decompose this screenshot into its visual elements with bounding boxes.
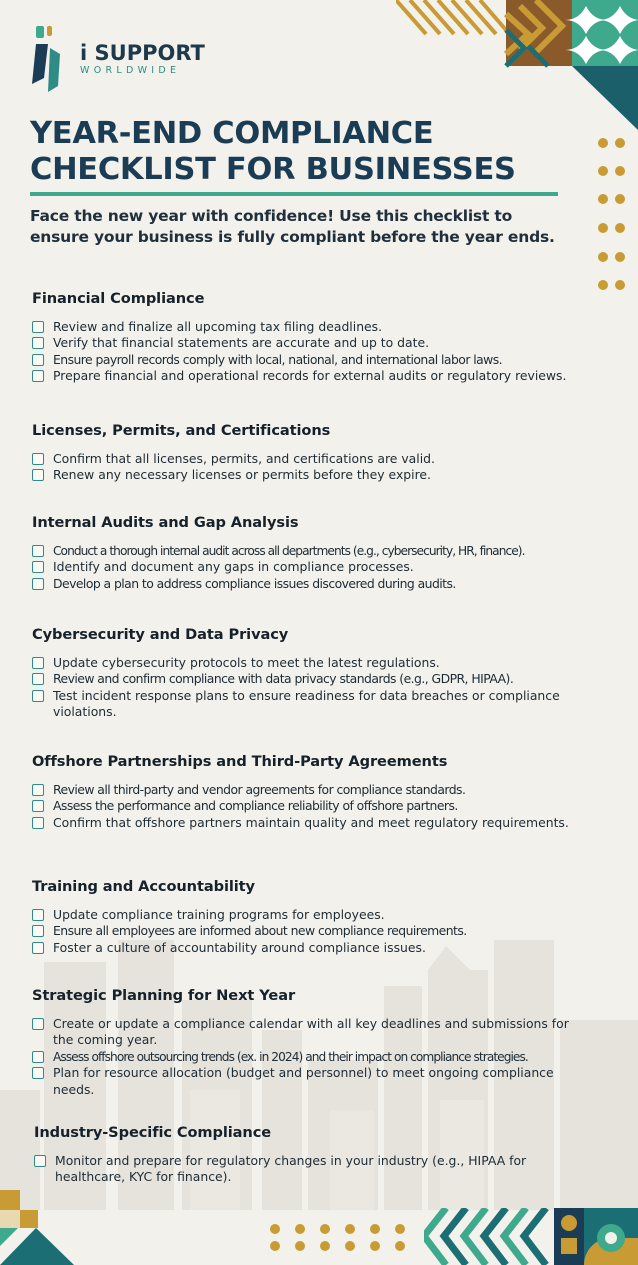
title-line-1: YEAR-END COMPLIANCE	[30, 116, 434, 151]
intro-text: Face the new year with confidence! Use this checklist to ensure your business is fully compliant before the year ends.	[30, 207, 555, 246]
checkbox[interactable]	[32, 545, 44, 557]
checklist	[34, 1153, 594, 1186]
checklist-item: Create or update a compliance calendar with all key deadlines and submissions for the coming year.	[32, 1016, 592, 1049]
title-underline	[30, 192, 558, 196]
checklist-item: Review and finalize all upcoming tax filing deadlines.	[32, 319, 592, 335]
checkbox[interactable]	[32, 784, 44, 796]
section-industry-specific	[34, 1124, 594, 1186]
checkbox[interactable]	[32, 1051, 44, 1063]
checkbox[interactable]	[32, 370, 44, 382]
checklist-item: Assess the performance and compliance reliability of offshore partners.	[32, 798, 592, 814]
checkbox[interactable]	[32, 909, 44, 921]
section-strategic-planning	[32, 987, 592, 1098]
checkbox[interactable]	[32, 354, 44, 366]
section-heading: Industry-Specific Compliance	[34, 1124, 272, 1141]
checklist-item: Assess offshore outsourcing trends (ex. in 2024) and their impact on compliance strategies.	[32, 1049, 592, 1065]
checklist-item: Foster a culture of accountability around compliance issues.	[32, 940, 592, 956]
section-heading: Strategic Planning for Next Year	[32, 987, 296, 1004]
checkbox[interactable]	[32, 925, 44, 937]
checklist-item: Ensure payroll records comply with local, national, and international labor laws.	[32, 352, 592, 368]
checkbox[interactable]	[32, 561, 44, 573]
checklist-item: Review all third-party and vendor agreements for compliance standards.	[32, 782, 592, 798]
brand-tagline: WORLDWIDE	[80, 65, 181, 76]
title-line-2: CHECKLIST FOR BUSINESSES	[30, 152, 516, 187]
checkbox[interactable]	[32, 817, 44, 829]
checklist-item: Plan for resource allocation (budget and personnel) to meet ongoing compliance needs.	[32, 1065, 592, 1098]
checklist-item: Conduct a thorough internal audit across all departments (e.g., cybersecurity, HR, finance).	[32, 543, 592, 559]
section-heading: Training and Accountability	[32, 878, 255, 895]
section-heading: Licenses, Permits, and Certifications	[32, 422, 331, 439]
section-training	[32, 878, 592, 956]
page-title	[30, 116, 590, 188]
checkbox[interactable]	[32, 321, 44, 333]
section-heading: Offshore Partnerships and Third-Party Agreements	[32, 753, 448, 770]
checkbox[interactable]	[32, 453, 44, 465]
checkbox[interactable]	[32, 673, 44, 685]
section-financial-compliance	[32, 290, 592, 385]
checklist	[32, 1016, 592, 1098]
checklist-item: Prepare financial and operational records for external audits or regulatory reviews.	[32, 368, 592, 384]
checkbox[interactable]	[32, 690, 44, 702]
bottom-right-pattern	[424, 1208, 638, 1265]
brand-logo	[30, 26, 210, 92]
brand-name: i SUPPORT	[80, 41, 205, 65]
checklist-item: Renew any necessary licenses or permits before they expire.	[32, 467, 592, 483]
section-heading: Internal Audits and Gap Analysis	[32, 514, 299, 531]
checklist	[32, 782, 592, 831]
bottom-left-pattern	[0, 1190, 80, 1265]
checkbox[interactable]	[32, 469, 44, 481]
checklist-item: Confirm that all licenses, permits, and certifications are valid.	[32, 451, 592, 467]
checkbox[interactable]	[32, 1018, 44, 1030]
checkbox[interactable]	[32, 578, 44, 590]
checkbox[interactable]	[32, 942, 44, 954]
checklist-item: Identify and document any gaps in compliance processes.	[32, 559, 592, 575]
checklist	[32, 655, 592, 721]
checkbox[interactable]	[34, 1155, 46, 1167]
section-licenses-permits	[32, 422, 592, 484]
section-cybersecurity	[32, 626, 592, 721]
logo-mark-icon	[30, 26, 72, 92]
checklist-item: Update cybersecurity protocols to meet the latest regulations.	[32, 655, 592, 671]
section-offshore-partnerships	[32, 753, 592, 831]
checklist-item: Ensure all employees are informed about new compliance requirements.	[32, 923, 592, 939]
checklist-item: Confirm that offshore partners maintain quality and meet regulatory requirements.	[32, 815, 592, 831]
checklist-item: Update compliance training programs for employees.	[32, 907, 592, 923]
checklist-item: Develop a plan to address compliance issues discovered during audits.	[32, 576, 592, 592]
checklist	[32, 319, 592, 385]
checklist-item: Review and confirm compliance with data privacy standards (e.g., GDPR, HIPAA).	[32, 671, 592, 687]
checkbox[interactable]	[32, 1067, 44, 1079]
section-internal-audits	[32, 514, 592, 592]
checklist	[32, 543, 592, 592]
checklist	[32, 451, 592, 484]
checkbox[interactable]	[32, 657, 44, 669]
checklist-item: Verify that financial statements are accurate and up to date.	[32, 335, 592, 351]
checkbox[interactable]	[32, 337, 44, 349]
checklist-item: Monitor and prepare for regulatory changes in your industry (e.g., HIPAA for healthcare, KYC for finance).	[34, 1153, 594, 1186]
checklist	[32, 907, 592, 956]
section-heading: Cybersecurity and Data Privacy	[32, 626, 289, 643]
checkbox[interactable]	[32, 800, 44, 812]
section-heading: Financial Compliance	[32, 290, 205, 307]
top-right-pattern	[396, 0, 638, 130]
checklist-item: Test incident response plans to ensure readiness for data breaches or compliance violations.	[32, 688, 592, 721]
